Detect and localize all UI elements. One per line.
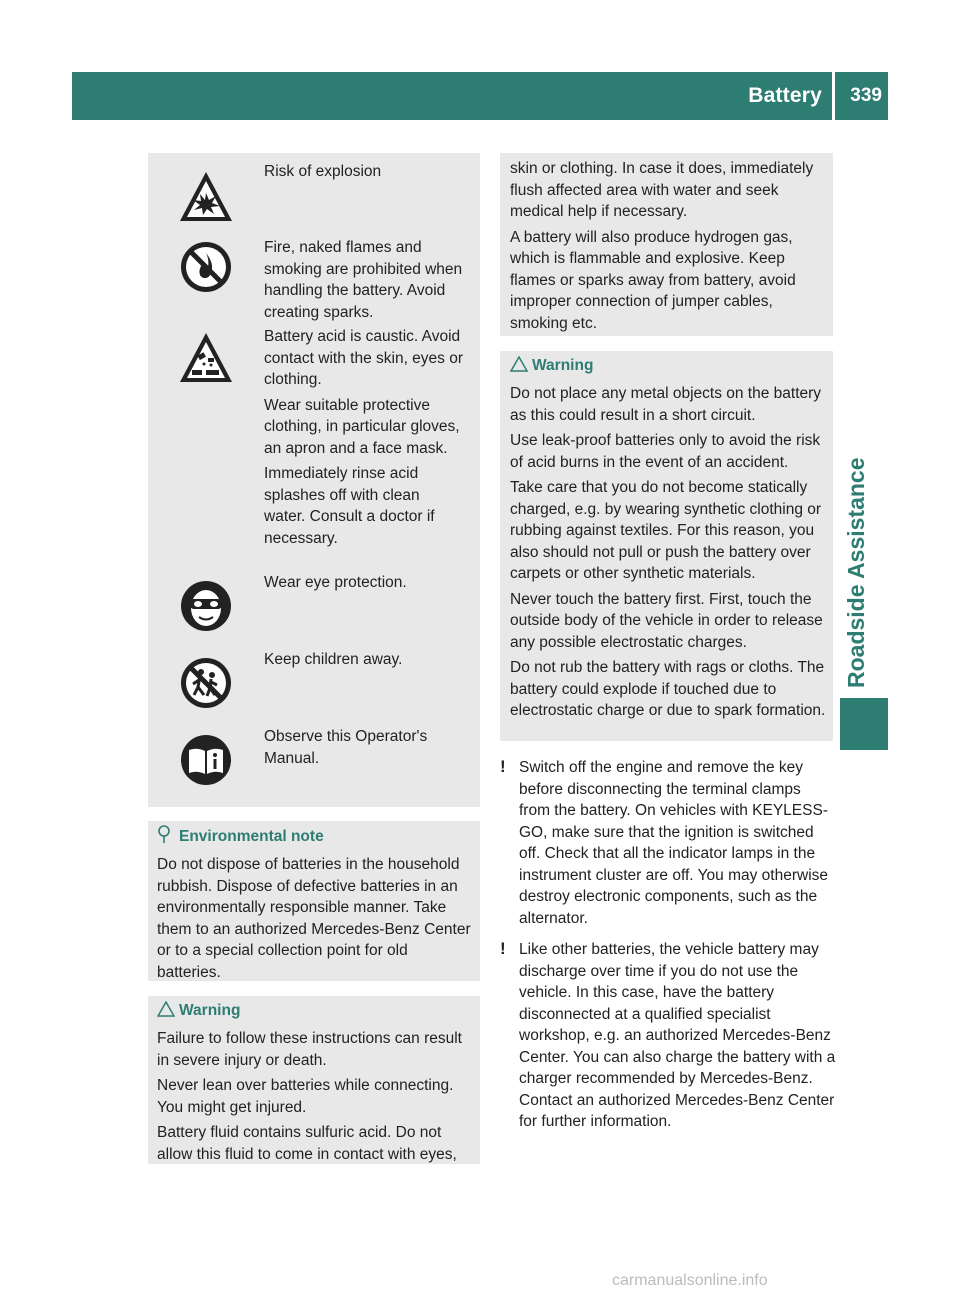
note-heading: Environmental note [157,825,474,850]
keep-children-away-icon [178,655,234,711]
exclamation-icon: ! [500,757,506,776]
warning-triangle-icon [157,1001,179,1024]
warning-triangle-icon [510,356,532,379]
page-header [72,72,888,120]
section-title: Battery [748,84,822,107]
note-text: Do not dispose of batteries in the household rubbish. Dispose of defective batteries in an environmentally responsible manner. Take them to an authorized Mercedes-Benz Center or to a special collection point for old batteries. [157,856,471,981]
symbol-text: Risk of explosion [264,163,382,180]
symbol-text: Fire, naked flames and smoking are prohibited when handling the battery. Avoid creating sparks. [264,239,463,321]
explosion-warning-icon [178,169,234,225]
important-note: ! Switch off the engine and remove the key before disconnecting the terminal clamps from the battery. On vehicles with KEYLESS-GO, make sure that the ignition is switched off. Check that all the indicator lamps in the instrument cluster are off. You may otherwise destroy electronic components, such as the alternator. [500,757,829,927]
chapter-label: Roadside Assistance [843,457,869,688]
warning-heading: Warning [157,1000,474,1024]
header-divider [832,72,835,120]
warning-continued-box: skin or clothing. In case it does, immediately flush affected area with water and seek medical help if necessary. A battery will also produce hydrogen gas, which is flammable and explosive. Keep flames or sparks away from battery, avoid improper connection of jumper cables, smoking etc. [500,153,833,336]
watermark: carmanualsonline.info [612,1272,768,1289]
chapter-marker [840,698,888,750]
operators-manual-icon [178,732,234,788]
symbol-text: Wear eye protection. [264,574,407,591]
warning-symbols-box [148,153,480,807]
symbol-text: Observe this Operator's Manual. [264,728,428,767]
caustic-warning-icon [178,330,234,386]
page-number: 339 [850,85,882,106]
exclamation-icon: ! [500,939,506,958]
warning-heading: Warning [510,355,827,379]
warning-box: Warning Failure to follow these instructions can result in severe injury or death. Never lean over batteries while connecting. You might get injured. Battery fluid contains sulfuric acid. Do not allow this fluid to come in contact with eyes, [148,996,480,1164]
eye-protection-icon [178,578,234,634]
important-note: ! Like other batteries, the vehicle battery may discharge over time if you do not use the vehicle. In this case, have the battery disconnected at a qualified specialist workshop, e.g. an authorized Mercedes-Benz Center. You can also charge the battery with a charger recommended by Mercedes-Benz. Contact an authorized Mercedes-Benz Center for further information. [500,939,836,1130]
symbol-text: Battery acid is caustic. Avoid contact with the skin, eyes or clothing. Wear suitable protective clothing, in particular gloves, an apron and a face mask. Immediately rinse acid splashes off with clean water. Consult a doctor if necessary. [264,328,464,547]
leaf-icon [157,825,179,850]
no-flames-icon [178,239,234,295]
warning-box: Warning Do not place any metal objects on the battery as this could result in a short circuit. Use leak-proof batteries only to avoid the risk of acid burns in the event of an accident. Take care that you do not become statically charged, e.g. by wearing synthetic clothing or rubbing against textiles. For this reason, you also should not pull or push the battery over carpets or other synthetic materials. Never touch the battery first. First, touch the outside body of the vehicle in order to release any possible electrostatic charges. Do not rub the battery with rags or cloths. The battery could explode if touched due to electrostatic charge or due to spark formation. [500,351,833,741]
environmental-note-box [148,821,480,981]
symbol-text: Keep children away. [264,651,403,668]
